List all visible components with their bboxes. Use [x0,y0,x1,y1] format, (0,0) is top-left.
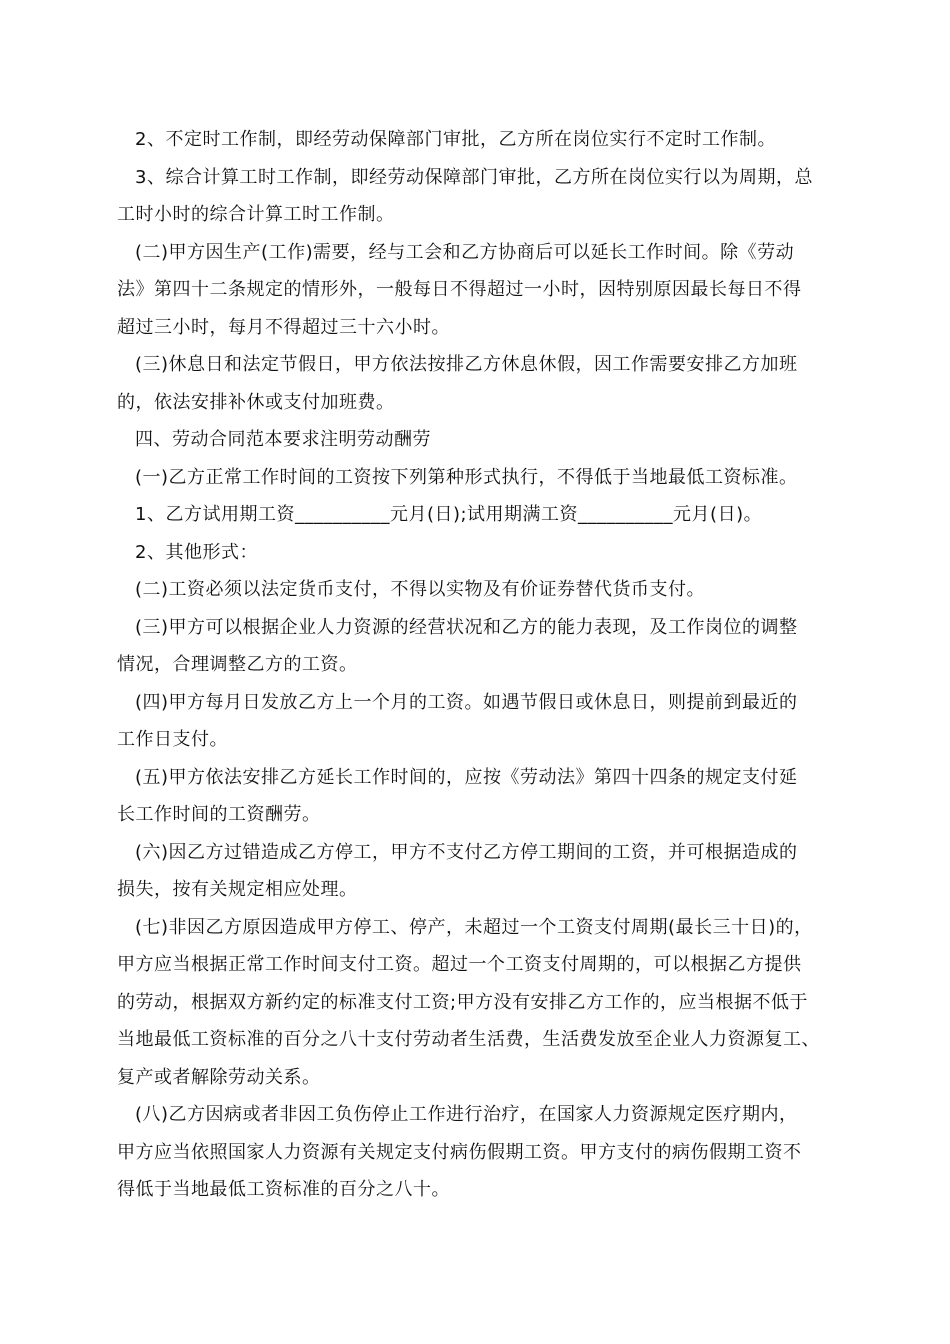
document-text-line: 甲方应当依照国家人力资源有关规定支付病伤假期工资。甲方支付的病伤假期工资不 [117,1141,802,1163]
document-text-line: 超过三小时，每月不得超过三十六小时。 [117,316,450,338]
document-text-line: 复产或者解除劳动关系。 [117,1066,321,1088]
document-text-line: 长工作时间的工资酬劳。 [117,804,321,825]
document-text-line: (三)甲方可以根据企业人力资源的经营状况和乙方的能力表现，及工作岗位的调整 [135,616,798,638]
document-text-line: (六)因乙方过错造成乙方停工，甲方不支付乙方停工期间的工资，并可根据造成的 [135,841,798,863]
document-text-line: 四、劳动合同范本要求注明劳动酬劳 [135,429,431,450]
document-text-line: 2、不定时工作制，即经劳动保障部门审批，乙方所在岗位实行不定时工作制。 [135,129,776,150]
document-text-line: 当地最低工资标准的百分之八十支付劳动者生活费，生活费发放至企业人力资源复工、 [117,1029,820,1050]
document-text-line: (三)休息日和法定节假日，甲方依法按排乙方休息休假，因工作需要安排乙方加班 [135,354,798,375]
document-text-line: 的，依法安排补休或支付加班费。 [117,391,395,413]
document-text-line: 得低于当地最低工资标准的百分之八十。 [117,1179,450,1200]
document-text-line: 工作日支付。 [117,729,228,750]
document-text-line: 损失，按有关规定相应处理。 [117,879,358,900]
document-text-line: 1、乙方试用期工资__________元月(日);试用期满工资__________元月(日)。 [135,504,763,525]
document-text-line: (七)非因乙方原因造成甲方停工、停产，未超过一个工资支付周期(最长三十日)的， [135,916,813,938]
document-text-line: 情况，合理调整乙方的工资。 [117,654,358,675]
document-text-line: 工时小时的综合计算工时工作制。 [117,204,395,225]
document-text-line: (一)乙方正常工作时间的工资按下列第种形式执行，不得低于当地最低工资标准。 [135,466,798,488]
document-text-line: (二)工资必须以法定货币支付，不得以实物及有价证券替代货币支付。 [135,579,706,600]
document-body [117,121,837,1209]
document-text-line: (二)甲方因生产(工作)需要，经与工会和乙方协商后可以延长工作时间。除《劳动 [135,241,795,263]
document-text-line: 2、其他形式： [135,541,258,563]
document-text-line: (四)甲方每月日发放乙方上一个月的工资。如遇节假日或休息日，则提前到最近的 [135,691,798,713]
document-text-line: 3、综合计算工时工作制，即经劳动保障部门审批，乙方所在岗位实行以为周期，总 [135,166,813,188]
document-text-line: (八)乙方因病或者非因工负伤停止工作进行治疗，在国家人力资源规定医疗期内， [135,1104,798,1125]
document-text-line: (五)甲方依法安排乙方延长工作时间的，应按《劳动法》第四十四条的规定支付延 [135,766,798,788]
document-text-line: 甲方应当根据正常工作时间支付工资。超过一个工资支付周期的，可以根据乙方提供 [117,954,802,975]
document-text-line: 法》第四十二条规定的情形外，一般每日不得超过一小时，因特别原因最长每日不得 [117,279,802,300]
document-text-line: 的劳动，根据双方新约定的标准支付工资;甲方没有安排乙方工作的，应当根据不低于 [117,991,809,1013]
